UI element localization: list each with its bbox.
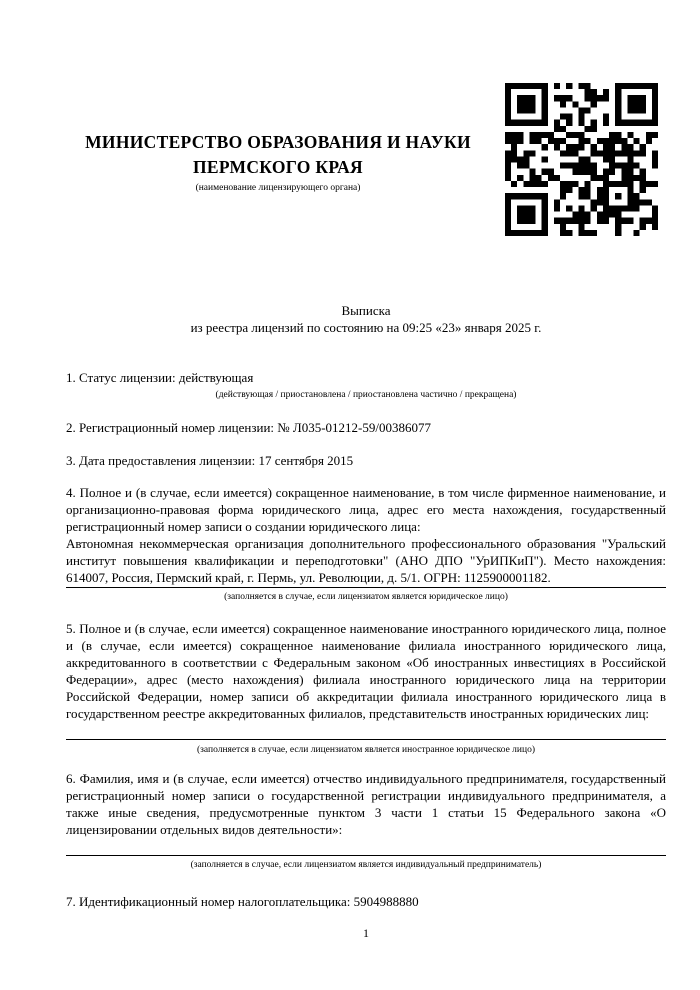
item-taxpayer-id: 7. Идентификационный номер налогоплательщика: 5904988880 [66,894,419,909]
item-foreign-entity-question: 5. Полное и (в случае, если имеется) сокращенное наименование иностранного юридического лица, полное и (в случае, если имеется) сокращенное наименование филиала иностранного юридического лица, аккредитованного в соответствии с Федеральным законом «Об иностранных инвестициях в Российской Федерации», адрес (место нахождения) филиала иностранного юридического лица на территории Российской Федерации, номер записи об аккредитации филиала иностранного юридического лица в государственном реестре аккредитованных филиалов, представительств иностранных юридических лиц: [66,621,666,721]
page-number: 1 [363,926,369,940]
document-title [66,302,666,336]
qr-code-icon [505,83,658,236]
title-line2: из реестра лицензий по состоянию на 09:25 «23» января 2025 г. [190,320,542,335]
item-grant-date: 3. Дата предоставления лицензии: 17 сентября 2015 [66,453,354,468]
item-license-status: 1. Статус лицензии: действующая [66,370,254,385]
licensing-authority-caption: (наименование лицензирующего органа) [195,183,361,193]
item-individual-entrepreneur-hint: (заполняется в случае, если лицензиатом является индивидуальный предприниматель) [190,860,542,870]
item-license-status-hint: (действующая / приостановлена / приостановлена частично / прекращена) [215,390,517,400]
ministry-header [66,130,490,193]
title-line1: Выписка [341,303,391,318]
ministry-name-line1: МИНИСТЕРСТВО ОБРАЗОВАНИЯ И НАУКИ [85,132,471,152]
ministry-name-line2: ПЕРМСКОГО КРАЯ [193,156,363,177]
item-foreign-entity-hint: (заполняется в случае, если лицензиатом является иностранное юридическое лицо) [197,745,535,755]
fill-in-rule-individual-entrepreneur [66,855,666,856]
item-registration-number: 2. Регистрационный номер лицензии: № Л035-01212-59/00386077 [66,420,432,435]
fill-in-rule-legal-entity [66,587,666,588]
document-body [66,302,666,940]
fill-in-rule-foreign-entity [66,739,666,740]
item-individual-entrepreneur-question: 6. Фамилия, имя и (в случае, если имеется) отчество индивидуального предпринимателя, государственный регистрационный номер записи о государственной регистрации индивидуального предпринимателя, а также иные сведения, предусмотренные пунктом 3 части 1 статьи 15 Федерального закона «О лицензировании отдельных видов деятельности»: [66,771,666,837]
item-legal-entity-question: 4. Полное и (в случае, если имеется) сокращенное наименование, в том числе фирменное наименование, и организационно-правовая форма юридического лица, адрес его места нахождения, государственный регистрационный номер записи о создании юридического лица: [66,485,666,534]
item-legal-entity-hint: (заполняется в случае, если лицензиатом является юридическое лицо) [224,592,508,602]
item-legal-entity-answer: Автономная некоммерческая организация дополнительного профессионального образования "Уральский институт повышения квалификации и переподготовки" (АНО ДПО "УрИПКиП"). Место нахождения: 614007, Россия, Пермский край, г. Пермь, ул. Революции, д. 5/1. ОГРН: 1125900001182. [66,536,666,585]
